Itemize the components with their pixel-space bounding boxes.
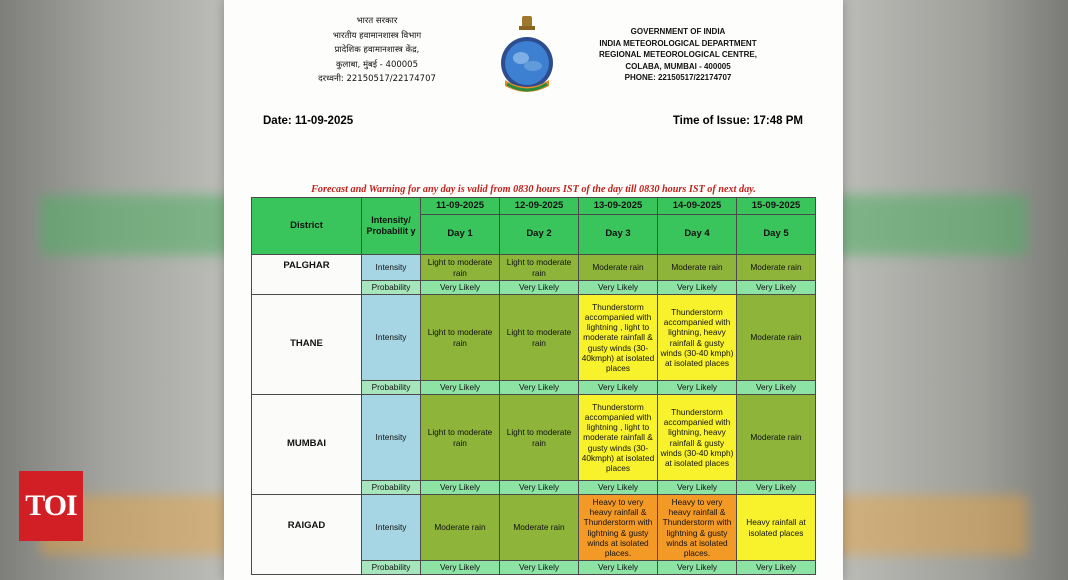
day-header: Day 2: [500, 215, 579, 255]
issue-time: Time of Issue: 17:48 PM: [672, 115, 803, 127]
table-row: [252, 255, 816, 281]
intensity-cell: Moderate rain: [500, 495, 579, 561]
english-line: REGIONAL METEOROLOGICAL CENTRE,: [599, 50, 757, 59]
english-line: INDIA METEOROLOGICAL DEPARTMENT: [599, 38, 757, 48]
intensity-cell: Moderate rain: [421, 495, 500, 561]
hindi-line: कुलाबा, मुंबई - 400005: [336, 59, 418, 70]
intensity-cell: Light to moderate rain: [421, 255, 500, 281]
intensity-cell: Thunderstorm accompanied with lightning , light to moderate rainfall & gusty winds (30-40kmph) at isolated places: [579, 295, 658, 381]
probability-cell: Very Likely: [579, 381, 658, 395]
intensity-label: Intensity: [362, 255, 421, 281]
district-header: District: [252, 198, 362, 255]
probability-cell: Very Likely: [579, 561, 658, 575]
probability-cell: Very Likely: [500, 381, 579, 395]
english-line: GOVERNMENT OF INDIA: [630, 27, 726, 36]
probability-cell: Very Likely: [737, 381, 816, 395]
english-line: COLABA, MUMBAI - 400005: [625, 61, 731, 71]
probability-label: Probability: [362, 481, 421, 495]
probability-cell: Very Likely: [658, 561, 737, 575]
hindi-line: दरध्वनी: 22150517/22174707: [318, 74, 436, 84]
toi-logo: TOI: [19, 471, 83, 541]
intensity-label: Intensity: [362, 395, 421, 481]
intensity-cell: Thunderstorm accompanied with lightning, heavy rainfall & gusty winds (30-40 kmph) at isolated places: [658, 295, 737, 381]
intensity-cell: Moderate rain: [737, 395, 816, 481]
intensity-cell: Heavy rainfall at isolated places: [737, 495, 816, 561]
probability-cell: Very Likely: [421, 381, 500, 395]
intensity-cell: Moderate rain: [737, 295, 816, 381]
english-header: [598, 26, 758, 84]
date-header: 11-09-2025: [421, 198, 500, 215]
intensity-cell: Light to moderate rain: [500, 395, 579, 481]
forecast-document: [224, 0, 843, 580]
table-header-row: [252, 198, 816, 215]
intensity-cell: Moderate rain: [658, 255, 737, 281]
day-header: Day 3: [579, 215, 658, 255]
district-name: THANE: [252, 295, 362, 395]
probability-label: Probability: [362, 561, 421, 575]
day-header: Day 5: [737, 215, 816, 255]
intensity-cell: Heavy to very heavy rainfall & Thunderstorm with lightning & gusty winds at isolated places.: [579, 495, 658, 561]
day-header: Day 4: [658, 215, 737, 255]
intensity-cell: Light to moderate rain: [500, 255, 579, 281]
intensity-cell: Moderate rain: [737, 255, 816, 281]
probability-cell: Very Likely: [737, 561, 816, 575]
intensity-cell: Light to moderate rain: [500, 295, 579, 381]
table-row: [252, 395, 816, 481]
probability-cell: Very Likely: [500, 281, 579, 295]
district-name: PALGHAR: [252, 255, 362, 295]
district-name: RAIGAD: [252, 495, 362, 575]
district-name: MUMBAI: [252, 395, 362, 495]
intensity-cell: Light to moderate rain: [421, 295, 500, 381]
hindi-header: [312, 14, 442, 87]
date-header: 15-09-2025: [737, 198, 816, 215]
issue-date: Date: 11-09-2025: [263, 115, 354, 127]
probability-cell: Very Likely: [500, 561, 579, 575]
hindi-line: भारत सरकार: [356, 16, 398, 26]
date-header: 13-09-2025: [579, 198, 658, 215]
hindi-line: भारतीय हवामानशास्त्र विभाग: [332, 30, 422, 41]
validity-note: Forecast and Warning for any day is valid from 0830 hours IST of the day till 0830 hours IST of next day.: [311, 184, 756, 195]
probability-cell: Very Likely: [658, 281, 737, 295]
probability-cell: Very Likely: [658, 381, 737, 395]
table-row: [252, 295, 816, 381]
day-header: Day 1: [421, 215, 500, 255]
param-header: Intensity/ Probabilit y: [362, 198, 421, 255]
intensity-cell: Heavy to very heavy rainfall & Thunderstorm with lightning & gusty winds at isolated places.: [658, 495, 737, 561]
intensity-cell: Thunderstorm accompanied with lightning , light to moderate rainfall & gusty winds (30-40kmph) at isolated places: [579, 395, 658, 481]
date-header: 14-09-2025: [658, 198, 737, 215]
intensity-cell: Light to moderate rain: [421, 395, 500, 481]
probability-cell: Very Likely: [421, 281, 500, 295]
probability-cell: Very Likely: [737, 481, 816, 495]
hindi-line: प्रादेशिक हवामानशास्त्र केंद्र,: [334, 45, 420, 55]
probability-cell: Very Likely: [421, 561, 500, 575]
probability-cell: Very Likely: [579, 481, 658, 495]
forecast-table: [251, 197, 816, 575]
date-header: 12-09-2025: [500, 198, 579, 215]
probability-cell: Very Likely: [500, 481, 579, 495]
table-row: [252, 495, 816, 561]
intensity-label: Intensity: [362, 295, 421, 381]
intensity-cell: Thunderstorm accompanied with lightning, heavy rainfall & gusty winds (30-40 kmph) at isolated places: [658, 395, 737, 481]
probability-cell: Very Likely: [737, 281, 816, 295]
imd-emblem-icon: [497, 14, 557, 96]
probability-cell: Very Likely: [579, 281, 658, 295]
probability-label: Probability: [362, 381, 421, 395]
probability-cell: Very Likely: [658, 481, 737, 495]
intensity-label: Intensity: [362, 495, 421, 561]
english-line: PHONE: 22150517/22174707: [624, 73, 732, 82]
probability-cell: Very Likely: [421, 481, 500, 495]
intensity-cell: Moderate rain: [579, 255, 658, 281]
probability-label: Probability: [362, 281, 421, 295]
